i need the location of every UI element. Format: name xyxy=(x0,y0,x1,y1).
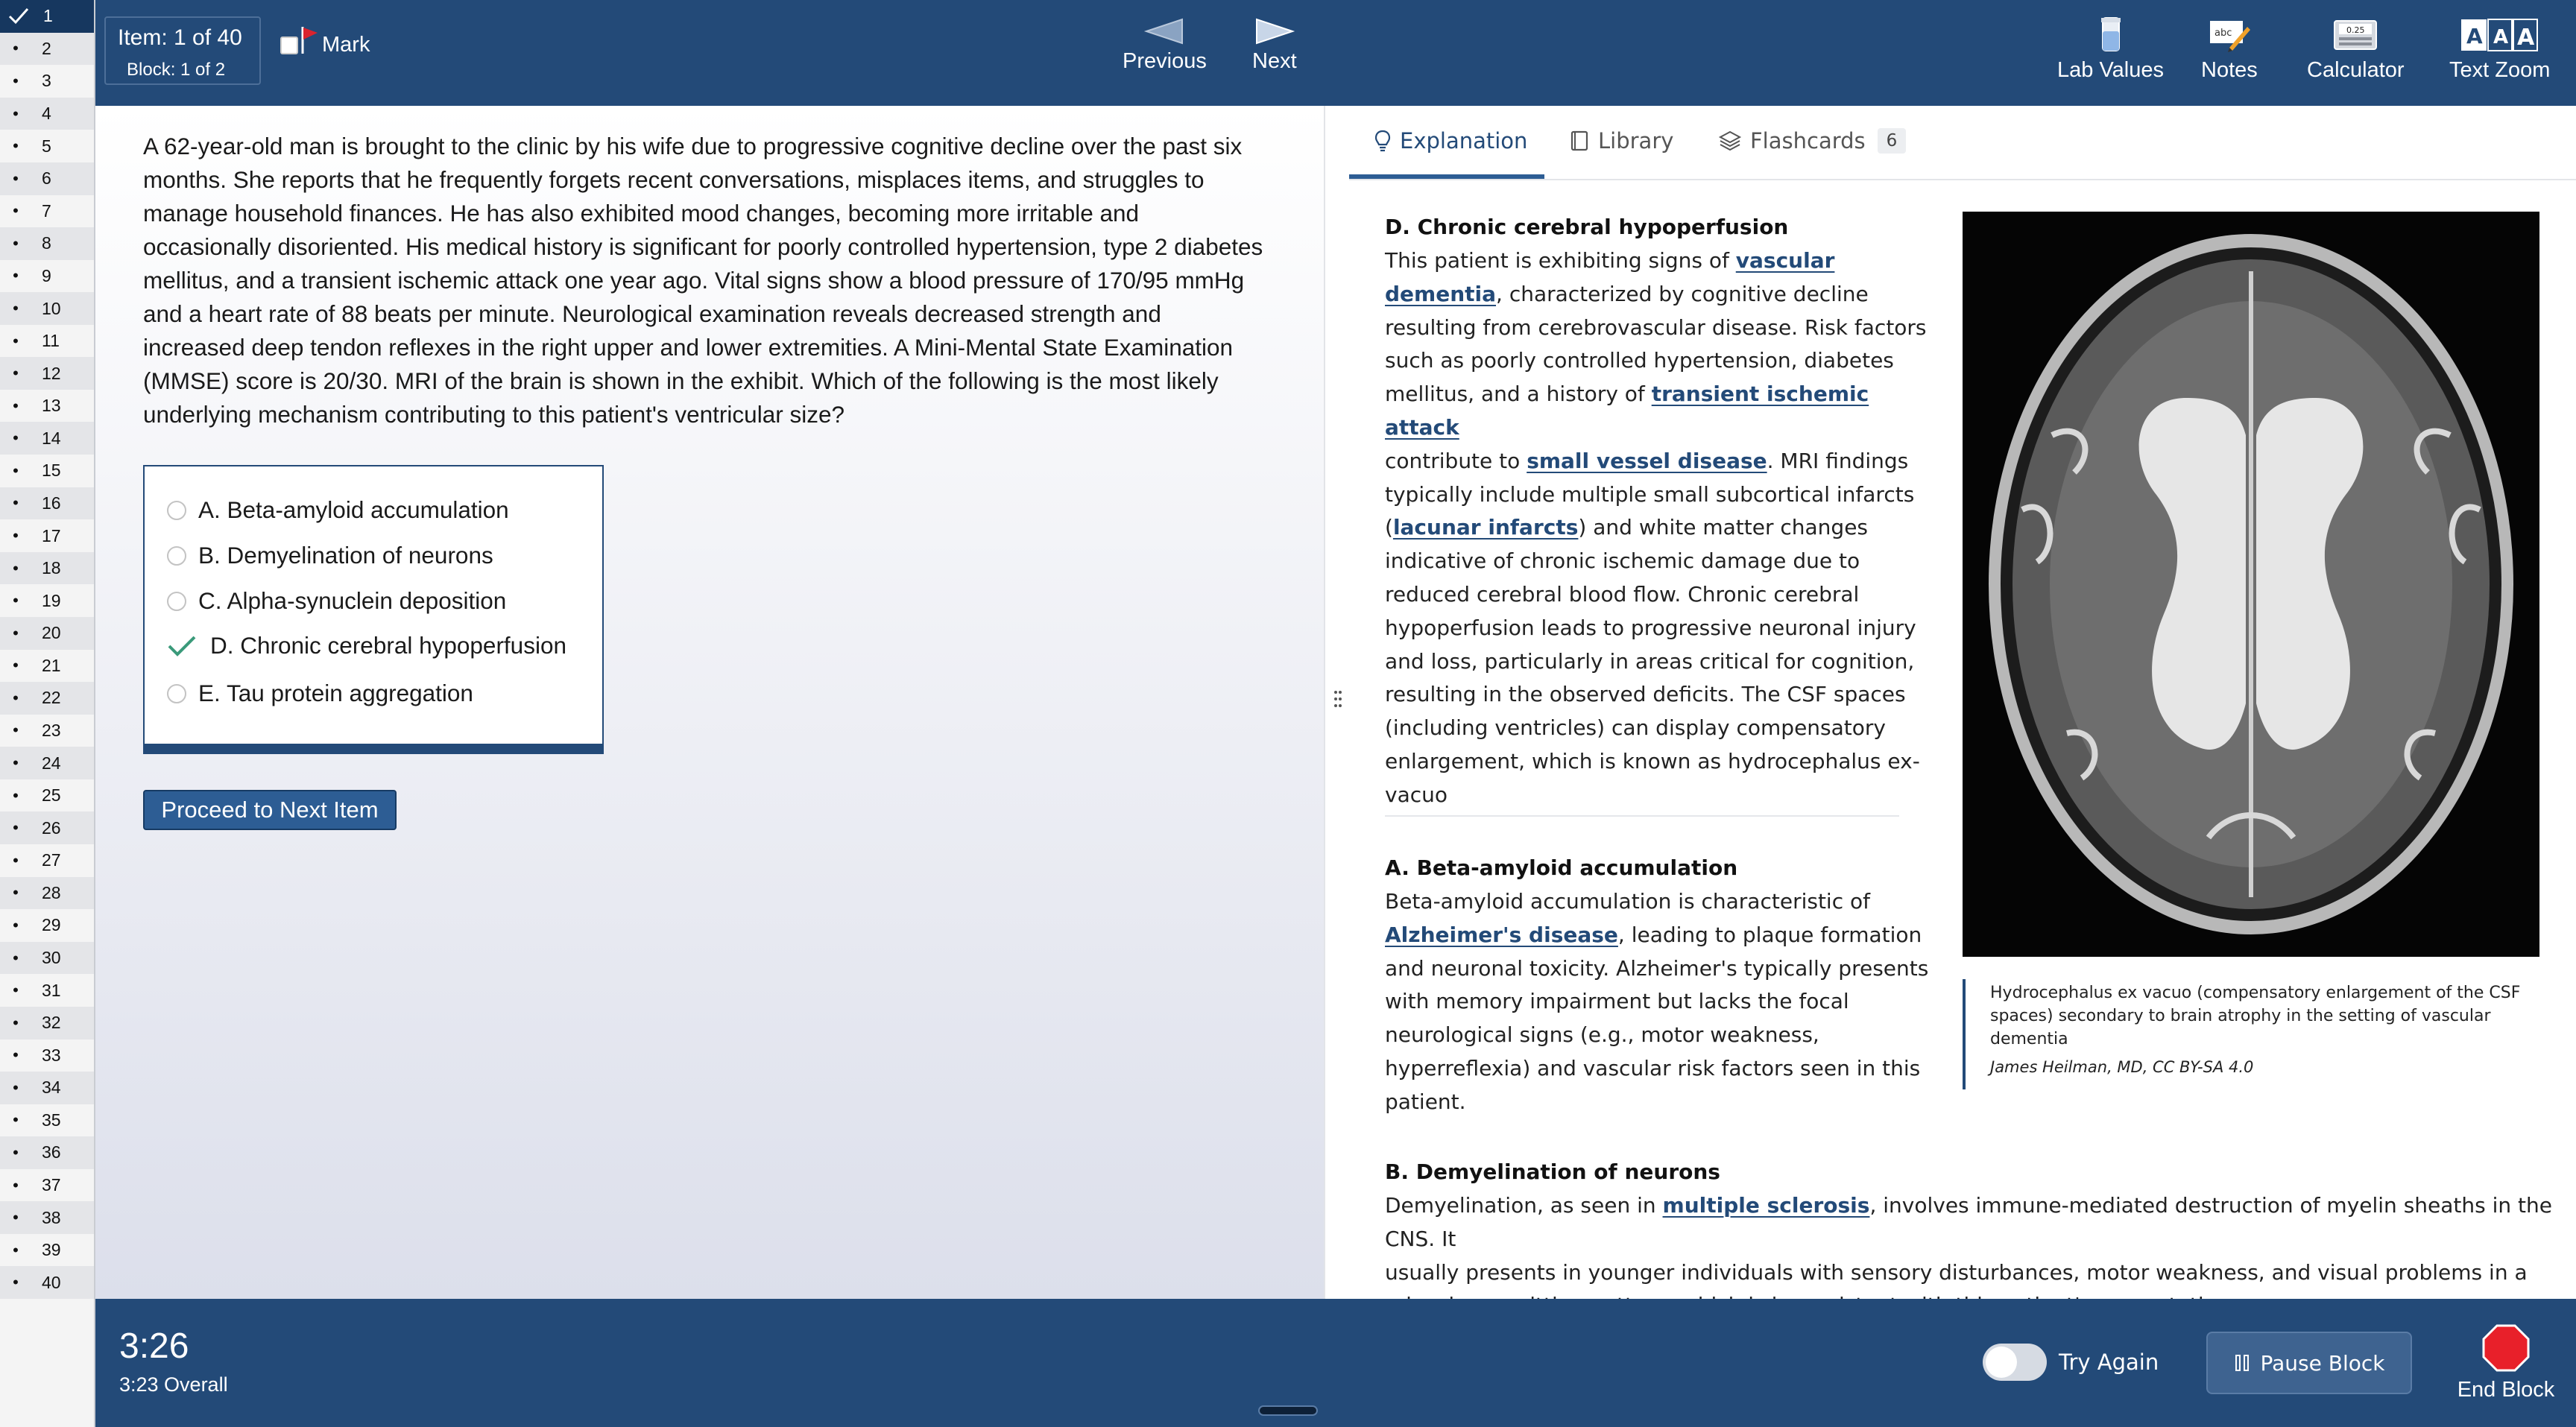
question-list-item-18[interactable] xyxy=(0,552,94,585)
previous-label: Previous xyxy=(1123,49,1207,73)
text-line: hyperreflexia) and vascular risk factors seen in this xyxy=(1385,1055,1921,1080)
question-number: 15 xyxy=(42,461,61,481)
bullet-icon: • xyxy=(13,331,19,350)
question-list-item-24[interactable] xyxy=(0,747,94,779)
bullet-icon: • xyxy=(13,299,19,318)
question-number: 22 xyxy=(42,688,61,708)
question-number: 7 xyxy=(42,200,51,221)
question-list-item-10[interactable] xyxy=(0,292,94,325)
bullet-icon: • xyxy=(13,396,19,415)
question-list-item-35[interactable] xyxy=(0,1104,94,1137)
answer-label: D. Chronic cerebral hypoperfusion xyxy=(210,632,566,659)
answer-choice-c[interactable] xyxy=(167,587,506,615)
bullet-icon: • xyxy=(13,39,19,58)
question-number: 11 xyxy=(42,331,60,351)
text-line: enlargement, which is known as hydrocephalus ex- xyxy=(1385,748,1920,773)
block-count: Block: 1 of 2 xyxy=(127,60,226,80)
text-zoom-button[interactable] xyxy=(2449,16,2550,83)
bottom-drag-handle[interactable] xyxy=(1258,1405,1318,1416)
question-list-item-37[interactable] xyxy=(0,1169,94,1202)
question-number: 13 xyxy=(42,396,61,416)
question-number: 14 xyxy=(42,428,61,448)
bullet-icon: • xyxy=(13,1142,19,1162)
section-divider xyxy=(1385,815,1899,817)
link-vascular-dementia[interactable]: vascular xyxy=(1735,248,1835,273)
explanation-text-a xyxy=(1385,885,1936,1119)
question-number: 10 xyxy=(42,298,61,318)
question-number: 34 xyxy=(42,1078,61,1098)
question-stem-line: (MMSE) score is 20/30. MRI of the brain is shown in the exhibit. Which of the following is the most likely xyxy=(143,367,1219,394)
top-toolbar xyxy=(95,0,2576,106)
bullet-icon: • xyxy=(13,104,19,123)
bullet-icon: • xyxy=(13,71,19,90)
explanation-tabs xyxy=(1349,106,2576,180)
question-number: 25 xyxy=(42,785,61,806)
flask-icon xyxy=(2095,16,2125,54)
mri-brain-image[interactable] xyxy=(1963,212,2539,957)
question-list-item-40[interactable] xyxy=(0,1266,94,1299)
question-pane xyxy=(95,106,1324,1299)
question-number: 16 xyxy=(42,493,61,513)
pane-splitter[interactable] xyxy=(1324,106,1349,1299)
bullet-icon: • xyxy=(13,818,19,838)
link-transient-ischemic-attack[interactable]: transient ischemic attack xyxy=(1385,382,1869,440)
question-stem-line: underlying mechanism contributing to this patient's ventricular size? xyxy=(143,401,845,428)
question-list-item-2[interactable] xyxy=(0,33,94,66)
end-block-button[interactable] xyxy=(2454,1324,2558,1402)
question-list-item-15[interactable] xyxy=(0,455,94,487)
drag-handle-icon xyxy=(1334,690,1342,708)
bullet-icon: • xyxy=(13,948,19,967)
figure-credit: James Heilman, MD, CC BY-SA 4.0 xyxy=(1990,1058,2254,1076)
answer-label: E. Tau protein aggregation xyxy=(198,680,473,706)
check-icon xyxy=(167,635,197,657)
text-line: vacuo xyxy=(1385,782,1448,807)
text-run: contribute to xyxy=(1385,448,1527,473)
bullet-icon: • xyxy=(13,233,19,253)
question-list-item-36[interactable] xyxy=(0,1136,94,1169)
text-line: resulting in the observed deficits. The CSF spaces xyxy=(1385,682,1906,707)
bullet-icon: • xyxy=(13,428,19,448)
bullet-icon: • xyxy=(13,168,19,188)
question-list-item-33[interactable] xyxy=(0,1039,94,1072)
text-line: and loss, particularly in areas critical for cognition, xyxy=(1385,648,1915,674)
text-run: mellitus, and a history of xyxy=(1385,382,1652,407)
bottom-toolbar xyxy=(95,1299,2576,1427)
question-stem-line: increased deep tendon reflexes in the right upper and lower extremities. A Mini-Mental State Examination xyxy=(143,334,1234,361)
question-number: 18 xyxy=(42,558,61,578)
question-list-item-5[interactable] xyxy=(0,130,94,162)
text-run: ) and white matter changes xyxy=(1578,515,1869,540)
explanation-text-d xyxy=(1385,244,1936,812)
explanation-heading-b: B. Demyelination of neurons xyxy=(1385,1159,1720,1184)
bullet-icon: • xyxy=(13,1175,19,1195)
proceed-button[interactable]: Proceed to Next Item xyxy=(143,790,397,830)
question-number: 1 xyxy=(43,6,53,26)
question-stem-line: occasionally disoriented. His medical history is significant for poorly controlled hypertension, type 2 diabetes xyxy=(143,233,1263,260)
question-list-item-4[interactable] xyxy=(0,98,94,130)
question-list-item-23[interactable] xyxy=(0,715,94,747)
question-number: 2 xyxy=(42,38,51,58)
bullet-icon: • xyxy=(13,558,19,578)
question-number: 23 xyxy=(42,720,61,740)
explanation-heading-a: A. Beta-amyloid accumulation xyxy=(1385,855,1738,880)
bullet-icon: • xyxy=(13,915,19,934)
link-small-vessel-disease[interactable]: small vessel disease xyxy=(1527,448,1767,473)
question-stem-line: and a heart rate of 88 beats per minute. Neurological examination reveals decreased strength and xyxy=(143,300,1161,327)
text-run: . MRI findings xyxy=(1767,448,1909,473)
link-lacunar-infarcts[interactable]: lacunar infarcts xyxy=(1392,515,1579,540)
notes-label: Notes xyxy=(2201,58,2258,82)
tab-explanation[interactable] xyxy=(1374,128,1527,154)
question-number: 29 xyxy=(42,915,61,935)
explanation-heading-d: D. Chronic cerebral hypoperfusion xyxy=(1385,215,1789,239)
mark-checkbox[interactable] xyxy=(280,37,298,54)
question-list-item-20[interactable] xyxy=(0,617,94,650)
mark-toggle[interactable] xyxy=(280,33,370,57)
notes-icon xyxy=(2207,16,2252,54)
bullet-icon: • xyxy=(13,1078,19,1097)
flag-icon xyxy=(300,25,319,55)
question-number: 35 xyxy=(42,1110,61,1130)
next-label: Next xyxy=(1252,49,1297,73)
end-block-label: End Block xyxy=(2457,1378,2555,1402)
text-line: reduced cerebral blood flow. Chronic cerebral xyxy=(1385,581,1860,607)
radio-button[interactable] xyxy=(167,592,186,611)
bullet-icon: • xyxy=(13,1273,19,1292)
text-line: typically include multiple small subcortical infarcts xyxy=(1385,481,1915,507)
question-list-item-13[interactable] xyxy=(0,390,94,423)
question-list-item-32[interactable] xyxy=(0,1007,94,1040)
question-number: 37 xyxy=(42,1175,61,1195)
question-list-item-1[interactable] xyxy=(0,0,94,33)
question-list-item-27[interactable] xyxy=(0,844,94,877)
bullet-icon: • xyxy=(13,364,19,383)
question-stem-line: A 62-year-old man is brought to the clinic by his wife due to progressive cognitive decline over the past six xyxy=(143,133,1243,159)
arrow-left-icon xyxy=(1145,18,1184,45)
bullet-icon: • xyxy=(13,623,19,642)
overall-timer: 3:23 Overall xyxy=(119,1373,228,1396)
answer-choice-a[interactable] xyxy=(167,496,509,524)
explanation-pane xyxy=(1349,106,2576,1299)
lab-values-label: Lab Values xyxy=(2057,58,2164,82)
svg-text:abc: abc xyxy=(2214,28,2232,39)
question-list-item-17[interactable] xyxy=(0,519,94,552)
text-line: Beta-amyloid accumulation is characteristic of xyxy=(1385,889,1870,914)
question-list-item-11[interactable] xyxy=(0,325,94,358)
text-line: resulting from cerebrovascular disease. Risk factors xyxy=(1385,314,1927,340)
question-number: 12 xyxy=(42,363,61,383)
tab-explanation-label: Explanation xyxy=(1400,128,1528,154)
link-alzheimers-disease[interactable]: Alzheimer's disease xyxy=(1385,922,1618,947)
bullet-icon: • xyxy=(13,981,19,1000)
question-list-item-21[interactable] xyxy=(0,650,94,683)
question-number: 24 xyxy=(42,753,61,773)
question-list-item-14[interactable] xyxy=(0,422,94,455)
bullet-icon: • xyxy=(13,785,19,805)
text-run: , characterized by cognitive decline xyxy=(1496,281,1869,306)
question-number: 4 xyxy=(42,104,51,124)
question-number: 33 xyxy=(42,1045,61,1065)
question-list-item-7[interactable] xyxy=(0,194,94,227)
bullet-icon: • xyxy=(13,688,19,707)
answer-label: A. Beta-amyloid accumulation xyxy=(198,496,509,523)
question-number: 21 xyxy=(42,655,61,675)
bullet-icon: • xyxy=(13,461,19,480)
bullet-icon: • xyxy=(13,721,19,740)
question-number: 3 xyxy=(42,71,51,91)
question-stem xyxy=(143,130,1395,431)
text-line: indicative of chronic ischemic damage due to xyxy=(1385,548,1860,574)
question-number: 19 xyxy=(42,590,61,610)
text-run: This patient is exhibiting signs of xyxy=(1385,248,1736,273)
toggle-knob xyxy=(1986,1347,2017,1378)
link-multiple-sclerosis[interactable]: multiple sclerosis xyxy=(1662,1193,1870,1218)
stop-icon xyxy=(2482,1324,2530,1372)
active-tab-indicator xyxy=(1349,174,1544,179)
question-number: 27 xyxy=(42,850,61,870)
question-list-item-16[interactable] xyxy=(0,487,94,520)
bullet-icon: • xyxy=(13,1208,19,1227)
answer-choice-d[interactable] xyxy=(167,632,566,659)
calculator-icon xyxy=(2333,16,2378,54)
mark-label: Mark xyxy=(322,33,370,57)
question-number: 38 xyxy=(42,1207,61,1227)
question-list-item-3[interactable] xyxy=(0,65,94,98)
text-run: , involves immune-mediated destruction of myelin sheaths in the CNS. It xyxy=(1385,1193,2553,1251)
bullet-icon: • xyxy=(13,1240,19,1259)
tab-flashcards-label: Flashcards xyxy=(1750,128,1866,154)
calculator-label: Calculator xyxy=(2307,58,2405,82)
question-number: 26 xyxy=(42,817,61,838)
try-again-label: Try Again xyxy=(2059,1350,2159,1375)
bullet-icon: • xyxy=(13,493,19,513)
layers-icon xyxy=(1719,130,1741,152)
caption-accent-bar xyxy=(1963,979,1966,1089)
try-again-toggle[interactable] xyxy=(1983,1344,2047,1381)
bullet-icon: • xyxy=(13,850,19,870)
text-line: such as poorly controlled hypertension, diabetes xyxy=(1385,348,1894,373)
question-list-item-39[interactable] xyxy=(0,1234,94,1267)
radio-button[interactable] xyxy=(167,501,186,520)
question-list-item-12[interactable] xyxy=(0,357,94,390)
bullet-icon: • xyxy=(13,591,19,610)
svg-text:A: A xyxy=(2493,26,2508,48)
flashcards-count-badge: 6 xyxy=(1878,128,1907,154)
answer-choice-e[interactable] xyxy=(167,680,473,707)
question-list-item-29[interactable] xyxy=(0,909,94,942)
lightbulb-icon xyxy=(1374,130,1391,152)
question-number: 17 xyxy=(42,525,61,545)
question-stem-line: manage household finances. He has also exhibited mood changes, becoming more irritable and xyxy=(143,200,1140,227)
lab-values-button[interactable] xyxy=(2057,16,2164,83)
question-stem-line: months. She reports that he frequently forgets recent conversations, misplaces items, and struggles to xyxy=(143,166,1205,193)
text-line: hypoperfusion leads to progressive neuronal injury xyxy=(1385,615,1916,640)
text-line: patient. xyxy=(1385,1089,1466,1114)
question-list-item-31[interactable] xyxy=(0,974,94,1007)
bullet-icon: • xyxy=(13,656,19,675)
text-line: with memory impairment but lacks the focal xyxy=(1385,989,1849,1014)
text-run: Demyelination, as seen in xyxy=(1385,1193,1663,1218)
text-line: (including ventricles) can display compensatory xyxy=(1385,715,1886,741)
question-list-item-22[interactable] xyxy=(0,682,94,715)
calculator-button[interactable] xyxy=(2307,16,2405,83)
question-list xyxy=(0,0,95,1427)
question-list-item-38[interactable] xyxy=(0,1201,94,1234)
text-line: and neuronal toxicity. Alzheimer's typically presents xyxy=(1385,955,1929,981)
svg-text:A: A xyxy=(2466,24,2483,48)
bullet-icon: • xyxy=(13,201,19,221)
question-number: 40 xyxy=(42,1272,61,1292)
previous-button[interactable] xyxy=(1123,18,1207,74)
text-zoom-icon xyxy=(2460,16,2540,54)
question-number: 32 xyxy=(42,1013,61,1033)
bullet-icon: • xyxy=(13,883,19,902)
question-list-item-19[interactable] xyxy=(0,584,94,617)
check-icon xyxy=(7,4,30,27)
item-info-box xyxy=(104,16,261,85)
notes-button[interactable] xyxy=(2201,16,2258,83)
question-number: 30 xyxy=(42,948,61,968)
tab-library[interactable] xyxy=(1570,128,1673,154)
block-timer: 3:26 xyxy=(119,1326,189,1366)
text-line: neurological signs (e.g., motor weakness, xyxy=(1385,1022,1819,1048)
arrow-right-icon xyxy=(1255,18,1294,45)
pause-icon xyxy=(2234,1353,2250,1373)
link-vascular-dementia-cont[interactable]: dementia xyxy=(1385,281,1497,306)
question-number: 6 xyxy=(42,168,51,189)
tab-flashcards[interactable] xyxy=(1719,128,1906,154)
answer-label: C. Alpha-synuclein deposition xyxy=(198,587,507,614)
question-list-item-34[interactable] xyxy=(0,1072,94,1104)
question-list-item-9[interactable] xyxy=(0,260,94,293)
text-run: , leading to plaque formation xyxy=(1617,922,1922,947)
radio-button[interactable] xyxy=(167,684,186,703)
question-number: 20 xyxy=(42,623,61,643)
question-list-item-28[interactable] xyxy=(0,877,94,910)
text-run: ( xyxy=(1385,515,1393,540)
svg-text:0.25: 0.25 xyxy=(2346,25,2365,35)
question-list-item-26[interactable] xyxy=(0,811,94,844)
question-number: 39 xyxy=(42,1240,61,1260)
question-number: 8 xyxy=(42,233,51,253)
question-list-item-30[interactable] xyxy=(0,942,94,975)
answer-label: B. Demyelination of neurons xyxy=(198,542,493,569)
pause-label: Pause Block xyxy=(2260,1350,2385,1376)
radio-button[interactable] xyxy=(167,546,186,566)
bullet-icon: • xyxy=(13,136,19,156)
question-number: 9 xyxy=(42,265,51,285)
bullet-icon: • xyxy=(13,1045,19,1065)
book-icon xyxy=(1570,130,1589,152)
question-number: 5 xyxy=(42,136,51,156)
question-stem-line: mellitus, and a transient ischemic attack one year ago. Vital signs show a blood pressure of 170/95 mmHg xyxy=(143,267,1245,294)
answer-choice-b[interactable] xyxy=(167,542,493,569)
bullet-icon: • xyxy=(13,526,19,545)
question-number: 36 xyxy=(42,1142,61,1162)
question-list-item-25[interactable] xyxy=(0,779,94,812)
svg-text:A: A xyxy=(2516,25,2534,51)
question-number: 31 xyxy=(42,980,61,1000)
figure-caption: Hydrocephalus ex vacuo (compensatory enlargement of the CSF spaces) secondary to brain atrophy in the setting of vascular dementia xyxy=(1990,984,2521,1048)
question-list-item-8[interactable] xyxy=(0,227,94,260)
bullet-icon: • xyxy=(13,1110,19,1130)
tab-library-label: Library xyxy=(1598,128,1674,154)
pause-block-button[interactable] xyxy=(2206,1332,2412,1394)
text-zoom-label: Text Zoom xyxy=(2449,58,2551,82)
item-count: Item: 1 of 40 xyxy=(118,25,242,50)
text-line: usually presents in younger individuals with sensory disturbances, motor weakness, and visual problems in a xyxy=(1385,1259,2528,1285)
bullet-icon: • xyxy=(13,266,19,285)
question-number: 28 xyxy=(42,882,61,902)
next-button[interactable] xyxy=(1252,18,1297,74)
answer-choices xyxy=(143,465,604,754)
bullet-icon: • xyxy=(13,1013,19,1032)
question-list-item-6[interactable] xyxy=(0,162,94,195)
bullet-icon: • xyxy=(13,753,19,773)
